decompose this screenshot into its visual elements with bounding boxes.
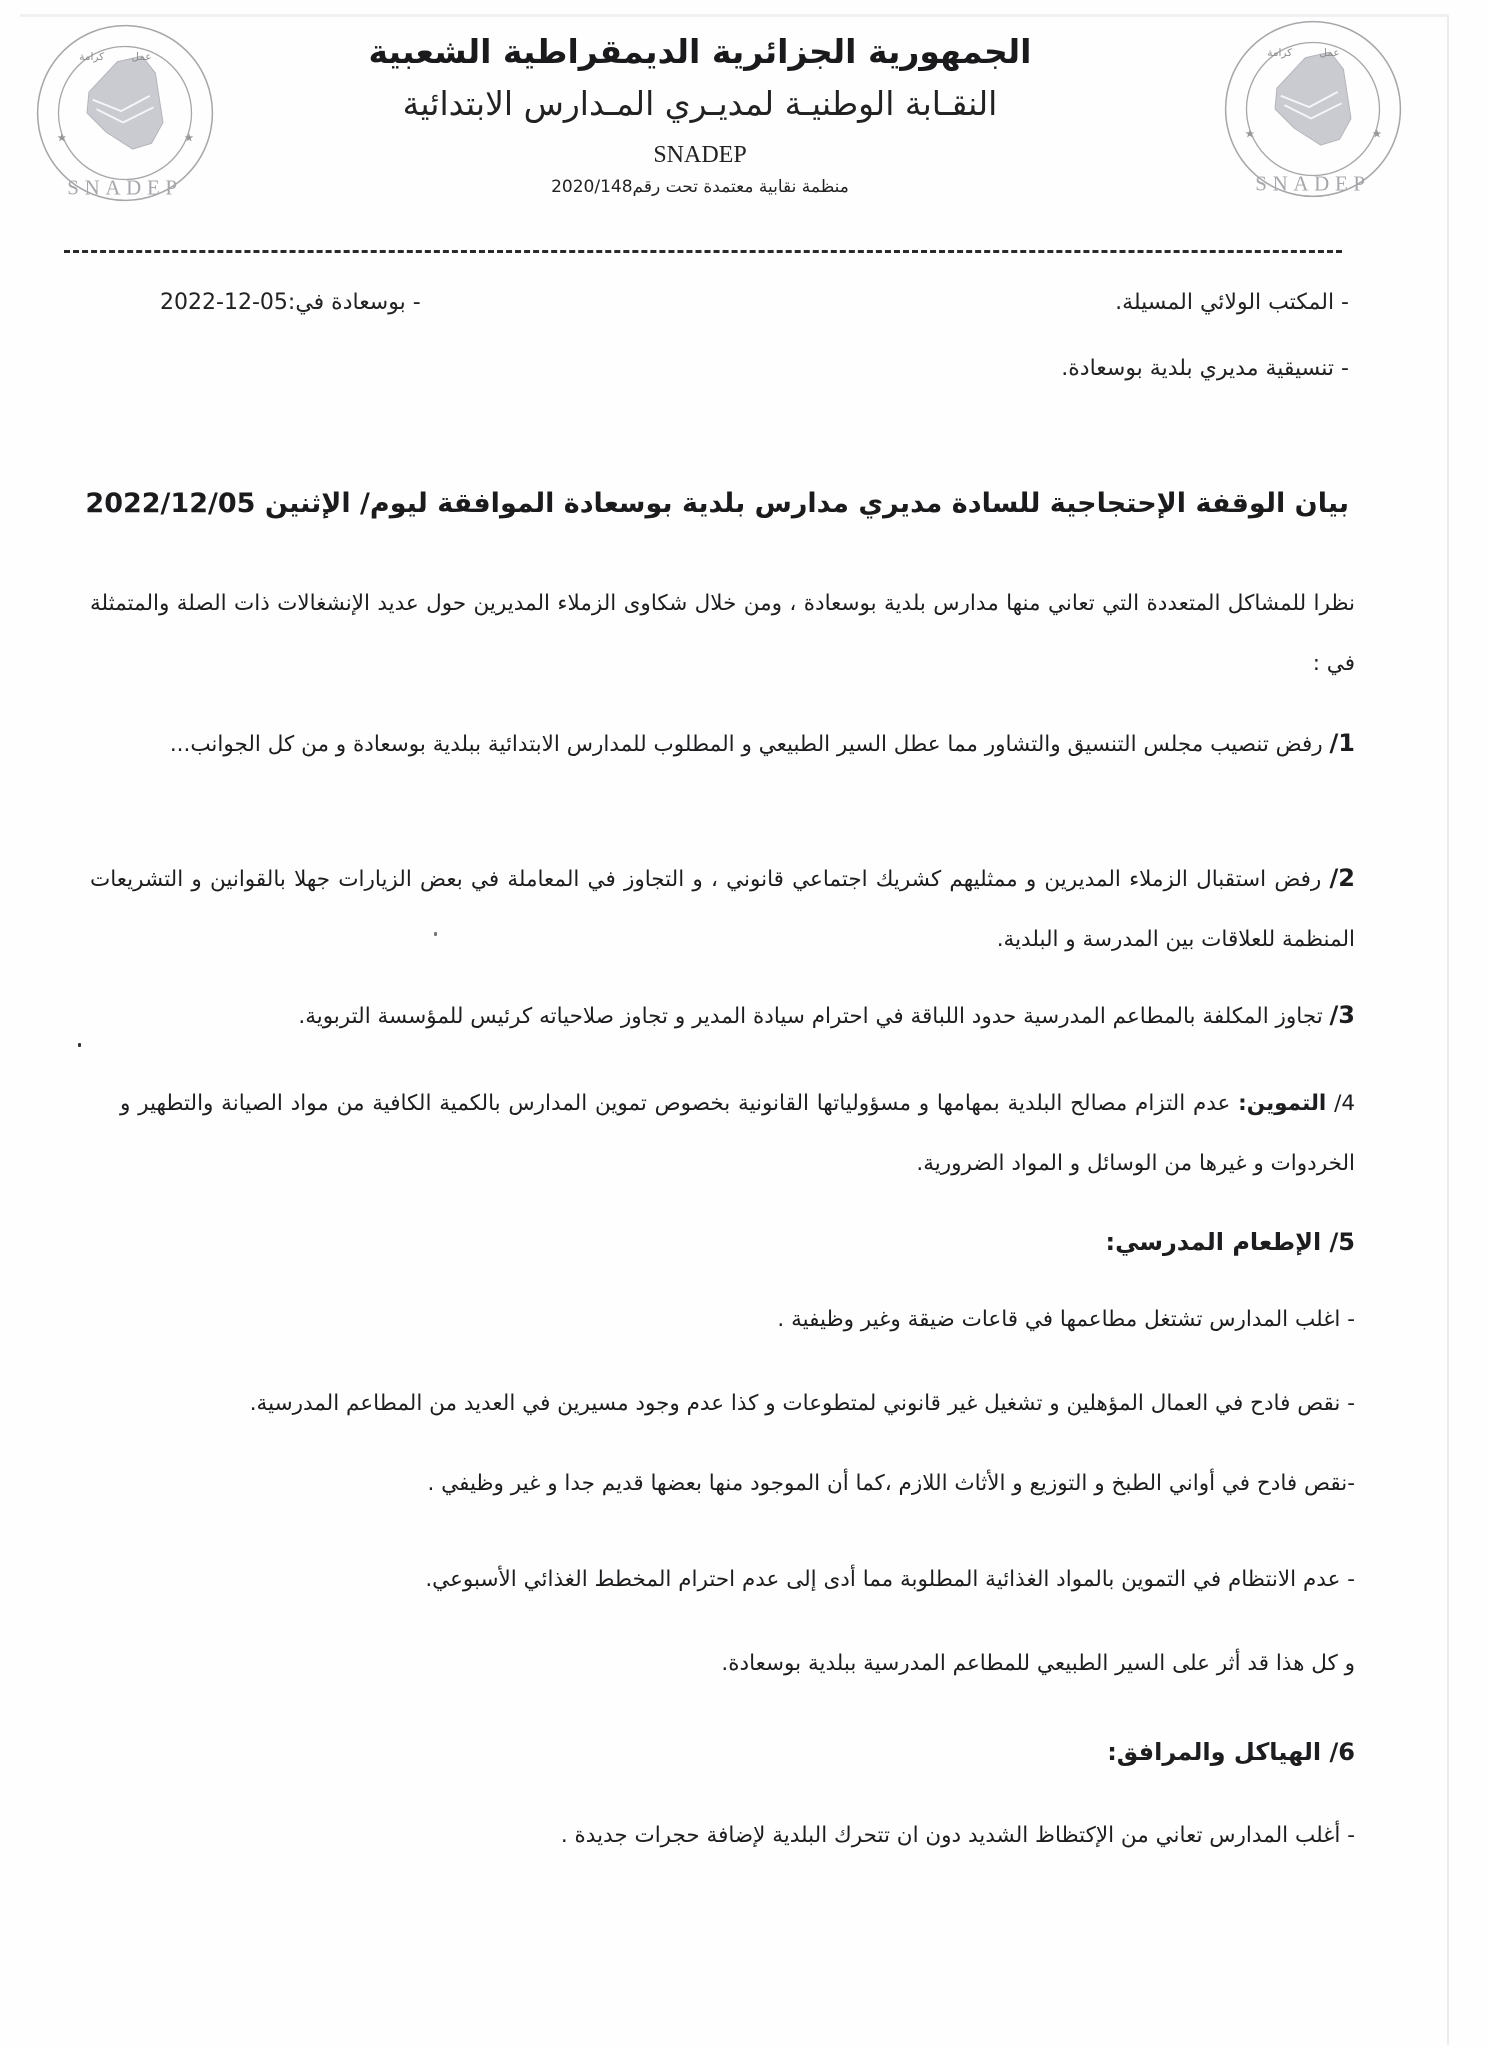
header-separator: [64, 250, 1342, 253]
star-icon: ★: [183, 130, 195, 145]
stamp-inner-word: كرامة: [79, 50, 105, 63]
snadep-stamp-left: [30, 18, 220, 208]
place-and-date: - بوسعادة في:05-12-2022: [160, 290, 421, 315]
item-text: تجاوز المكلفة بالمطاعم المدرسية حدود اللباقة في احترام سيادة المدير و تجاوز صلاحياته كرئيس للمؤسسة التربوية.: [298, 1004, 1323, 1029]
item-1: [90, 713, 1355, 775]
stamp-inner-word: عمل: [1319, 46, 1340, 59]
sender-line-2: - تنسيقية مديري بلدية بوسعادة.: [1061, 356, 1349, 381]
item-heading: الإطعام المدرسي:: [1105, 1228, 1322, 1256]
item-number: 3/: [1329, 1001, 1355, 1029]
item-number: 5/: [1329, 1228, 1355, 1256]
scan-speck: [434, 932, 437, 936]
republic-title: الجمهورية الجزائرية الديمقراطية الشعبية: [368, 32, 1032, 71]
item-5-point: - اغلب المدارس تشتغل مطاعمها في قاعات ضيقة وغير وظيفية .: [777, 1307, 1355, 1332]
sender-line-1: - المكتب الولائي المسيلة.: [1115, 290, 1349, 315]
item-heading: الهياكل والمرافق:: [1107, 1738, 1322, 1766]
item-number: 4/: [1334, 1091, 1355, 1116]
star-icon: ★: [1244, 126, 1255, 141]
union-name: النقـابة الوطنيـة لمديـري المـدارس الابتدائية: [402, 84, 998, 123]
item-2: [90, 848, 1355, 970]
intro-paragraph: نظرا للمشاكل المتعددة التي تعاني منها مدارس بلدية بوسعادة ، ومن خلال شكاوى الزملاء المديرين حول عديد الإنشغالات ذات الصلة والمتمثلة في :: [90, 591, 1355, 676]
item-text: رفض تنصيب مجلس التنسيق والتشاور مما عطل السير الطبيعي و المطلوب للمدارس الابتدائية ببلدية بوسعادة و من كل الجوانب...: [169, 732, 1323, 757]
item-5-point: - عدم الانتظام في التموين بالمواد الغذائية المطلوبة مما أدى إلى عدم احترام المخطط الغذائي الأسبوعي.: [425, 1567, 1355, 1592]
snadep-stamp-right: [1218, 14, 1408, 204]
item-heading: التموين:: [1238, 1091, 1327, 1116]
union-acronym: SNADEP: [653, 142, 747, 168]
stamp-inner-word: كرامة: [1267, 46, 1293, 59]
item-text: عدم التزام مصالح البلدية بمهامها و مسؤولياتها القانونية بخصوص تموين المدارس بالكمية الكافية من مواد الصيانة والتطهير و الخردوات و غيرها من الوسائل و المواد الضرورية.: [120, 1091, 1355, 1176]
item-number: 6/: [1329, 1738, 1355, 1766]
letterhead: [340, 28, 1060, 202]
item-5-summary: و كل هذا قد أثر على السير الطبيعي للمطاعم المدرسية ببلدية بوسعادة.: [721, 1651, 1355, 1676]
item-text: رفض استقبال الزملاء المديرين و ممثليهم كشريك اجتماعي قانوني ، و التجاوز في المعاملة في بعض الزيارات جهلا بالقوانين و التشريعات المنظمة للعلاقات بين المدرسة و البلدية.: [90, 867, 1355, 952]
item-5-point: -نقص فادح في أواني الطبخ و التوزيع و الأثاث اللازم ،كما أن الموجود منها بعضها قديم جدا و غير وظيفي .: [427, 1471, 1355, 1496]
statement-title: بيان الوقفة الإحتجاجية للسادة مديري مدارس بلدية بوسعادة الموافقة ليوم/ الإثنين 2022/12/05: [85, 488, 1349, 519]
scan-speck: [78, 1043, 81, 1047]
paper-right-edge: [1447, 15, 1449, 2045]
stamp-inner-word: عمل: [131, 50, 152, 63]
star-icon: ★: [1371, 126, 1383, 141]
item-5-heading: [90, 1212, 1355, 1272]
item-3: [120, 985, 1355, 1047]
item-number: 1/: [1329, 729, 1355, 757]
item-number: 2/: [1329, 864, 1355, 892]
star-icon: ★: [56, 130, 67, 145]
item-6-heading: [90, 1722, 1355, 1782]
item-5-point: - نقص فادح في العمال المؤهلين و تشغيل غير قانوني لمتطوعات و كذا عدم وجود مسيرين في العديد من المطاعم المدرسية.: [249, 1391, 1355, 1416]
stamp-ring-text: SNADEP: [1255, 171, 1371, 196]
item-6-point: - أغلب المدارس تعاني من الإكتظاظ الشديد دون ان تتحرك البلدية لإضافة حجرات جديدة .: [560, 1823, 1355, 1848]
item-4: [120, 1074, 1355, 1194]
stamp-ring-text: SNADEP: [67, 175, 183, 200]
license-number: منظمة نقابية معتمدة تحت رقم2020/148: [551, 177, 849, 197]
